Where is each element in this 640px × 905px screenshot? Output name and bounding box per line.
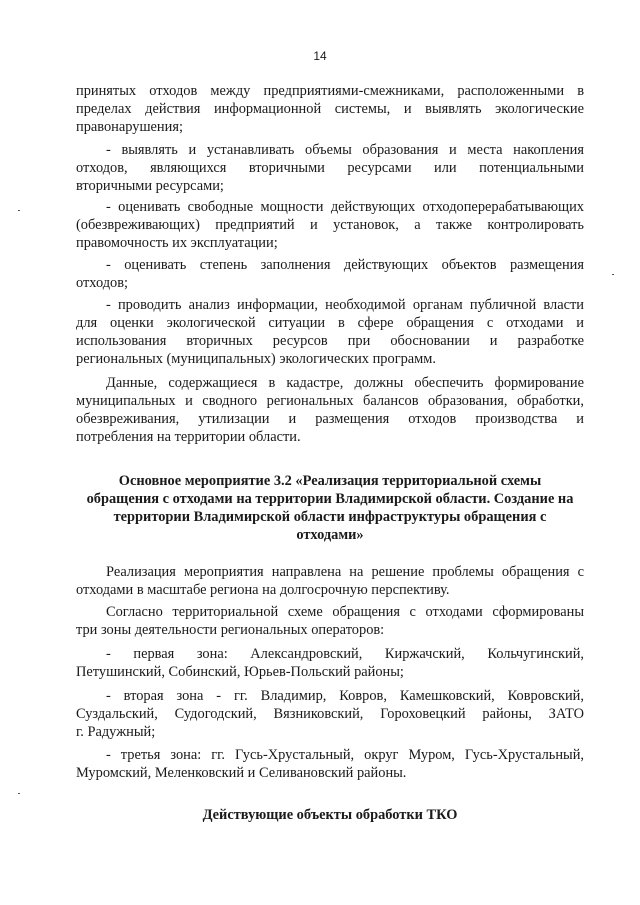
text-line: Муромский, Меленковский и Селивановский районы.	[76, 765, 407, 781]
text-line: отходами в масштабе региона на долгосрочную перспективу.	[76, 582, 450, 598]
text-line: принятых отходов между предприятиями-смежниками, расположенными в	[76, 83, 584, 99]
paragraph	[76, 746, 584, 782]
text-line: для оценки экологической ситуации в сфере обращения с отходами и	[76, 315, 584, 331]
paragraph	[76, 374, 584, 446]
text-line: - проводить анализ информации, необходимой органам публичной власти	[106, 297, 584, 313]
paragraph	[76, 141, 584, 195]
paragraph	[76, 563, 584, 599]
paragraph	[76, 296, 584, 368]
text-line: - первая зона: Александровский, Киржачский, Кольчугинский,	[106, 646, 584, 662]
paragraph	[76, 603, 584, 639]
section-heading	[70, 472, 590, 544]
text-line: использования вторичных ресурсов при обосновании и разработке	[76, 333, 584, 349]
text-line: (обезвреживающих) предприятий и установок, а также контролировать	[76, 217, 584, 233]
text-line: Суздальский, Судогодский, Вязниковский, Гороховецкий районы, ЗАТО	[76, 706, 584, 722]
text-line: - вторая зона - гг. Владимир, Ковров, Камешковский, Ковровский,	[106, 688, 584, 704]
paragraph	[76, 645, 584, 681]
text-line: отходов;	[76, 275, 129, 291]
heading-line: обращения с отходами на территории Владимирской области. Создание на	[86, 491, 574, 507]
text-line: пределах действия информационной системы, и выявлять экологические	[76, 101, 584, 117]
paragraph	[76, 256, 584, 292]
text-line: муниципальных и сводного региональных балансов образования, обработки,	[76, 393, 584, 409]
text-line: потребления на территории области.	[76, 429, 301, 445]
heading-line: территории Владимирской области инфраструктуры обращения с	[113, 509, 547, 525]
text-line: - оценивать степень заполнения действующих объектов размещения	[106, 257, 584, 273]
text-line: три зоны деятельности региональных операторов:	[76, 622, 385, 638]
text-line: вторичными ресурсами;	[76, 178, 224, 194]
margin-mark	[18, 793, 20, 794]
text-line: отходов, являющихся вторичными ресурсами или потенциальными	[76, 160, 584, 176]
text-line: - третья зона: гг. Гусь-Хрустальный, округ Муром, Гусь-Хрустальный,	[106, 747, 584, 763]
text-line: Петушинский, Собинский, Юрьев-Польский районы;	[76, 664, 404, 680]
text-line: правонарушения;	[76, 119, 183, 135]
text-line: Данные, содержащиеся в кадастре, должны обеспечить формирование	[106, 375, 584, 391]
paragraph	[76, 198, 584, 252]
margin-mark	[18, 210, 20, 211]
paragraph	[76, 687, 584, 741]
subsection-heading	[70, 806, 590, 824]
text-line: - выявлять и устанавливать объемы образования и места накопления	[106, 142, 584, 158]
text-line: обезвреживания, утилизации и размещения отходов производства и	[76, 411, 584, 427]
paragraph	[76, 82, 584, 136]
text-line: - оценивать свободные мощности действующих отходоперерабатывающих	[106, 199, 584, 215]
page-number: 14	[313, 49, 327, 63]
text-line: Согласно территориальной схеме обращения с отходами сформированы	[106, 604, 584, 620]
margin-mark	[612, 274, 614, 275]
text-line: региональных (муниципальных) экологических программ.	[76, 351, 436, 367]
heading-line: Основное мероприятие 3.2 «Реализация территориальной схемы	[118, 473, 542, 489]
text-line: правомочность их эксплуатации;	[76, 235, 278, 251]
heading-line: отходами»	[296, 527, 364, 543]
heading-line: Действующие объекты обработки ТКО	[202, 807, 458, 823]
text-line: г. Радужный;	[76, 724, 156, 740]
text-line: Реализация мероприятия направлена на решение проблемы обращения с	[106, 564, 584, 580]
